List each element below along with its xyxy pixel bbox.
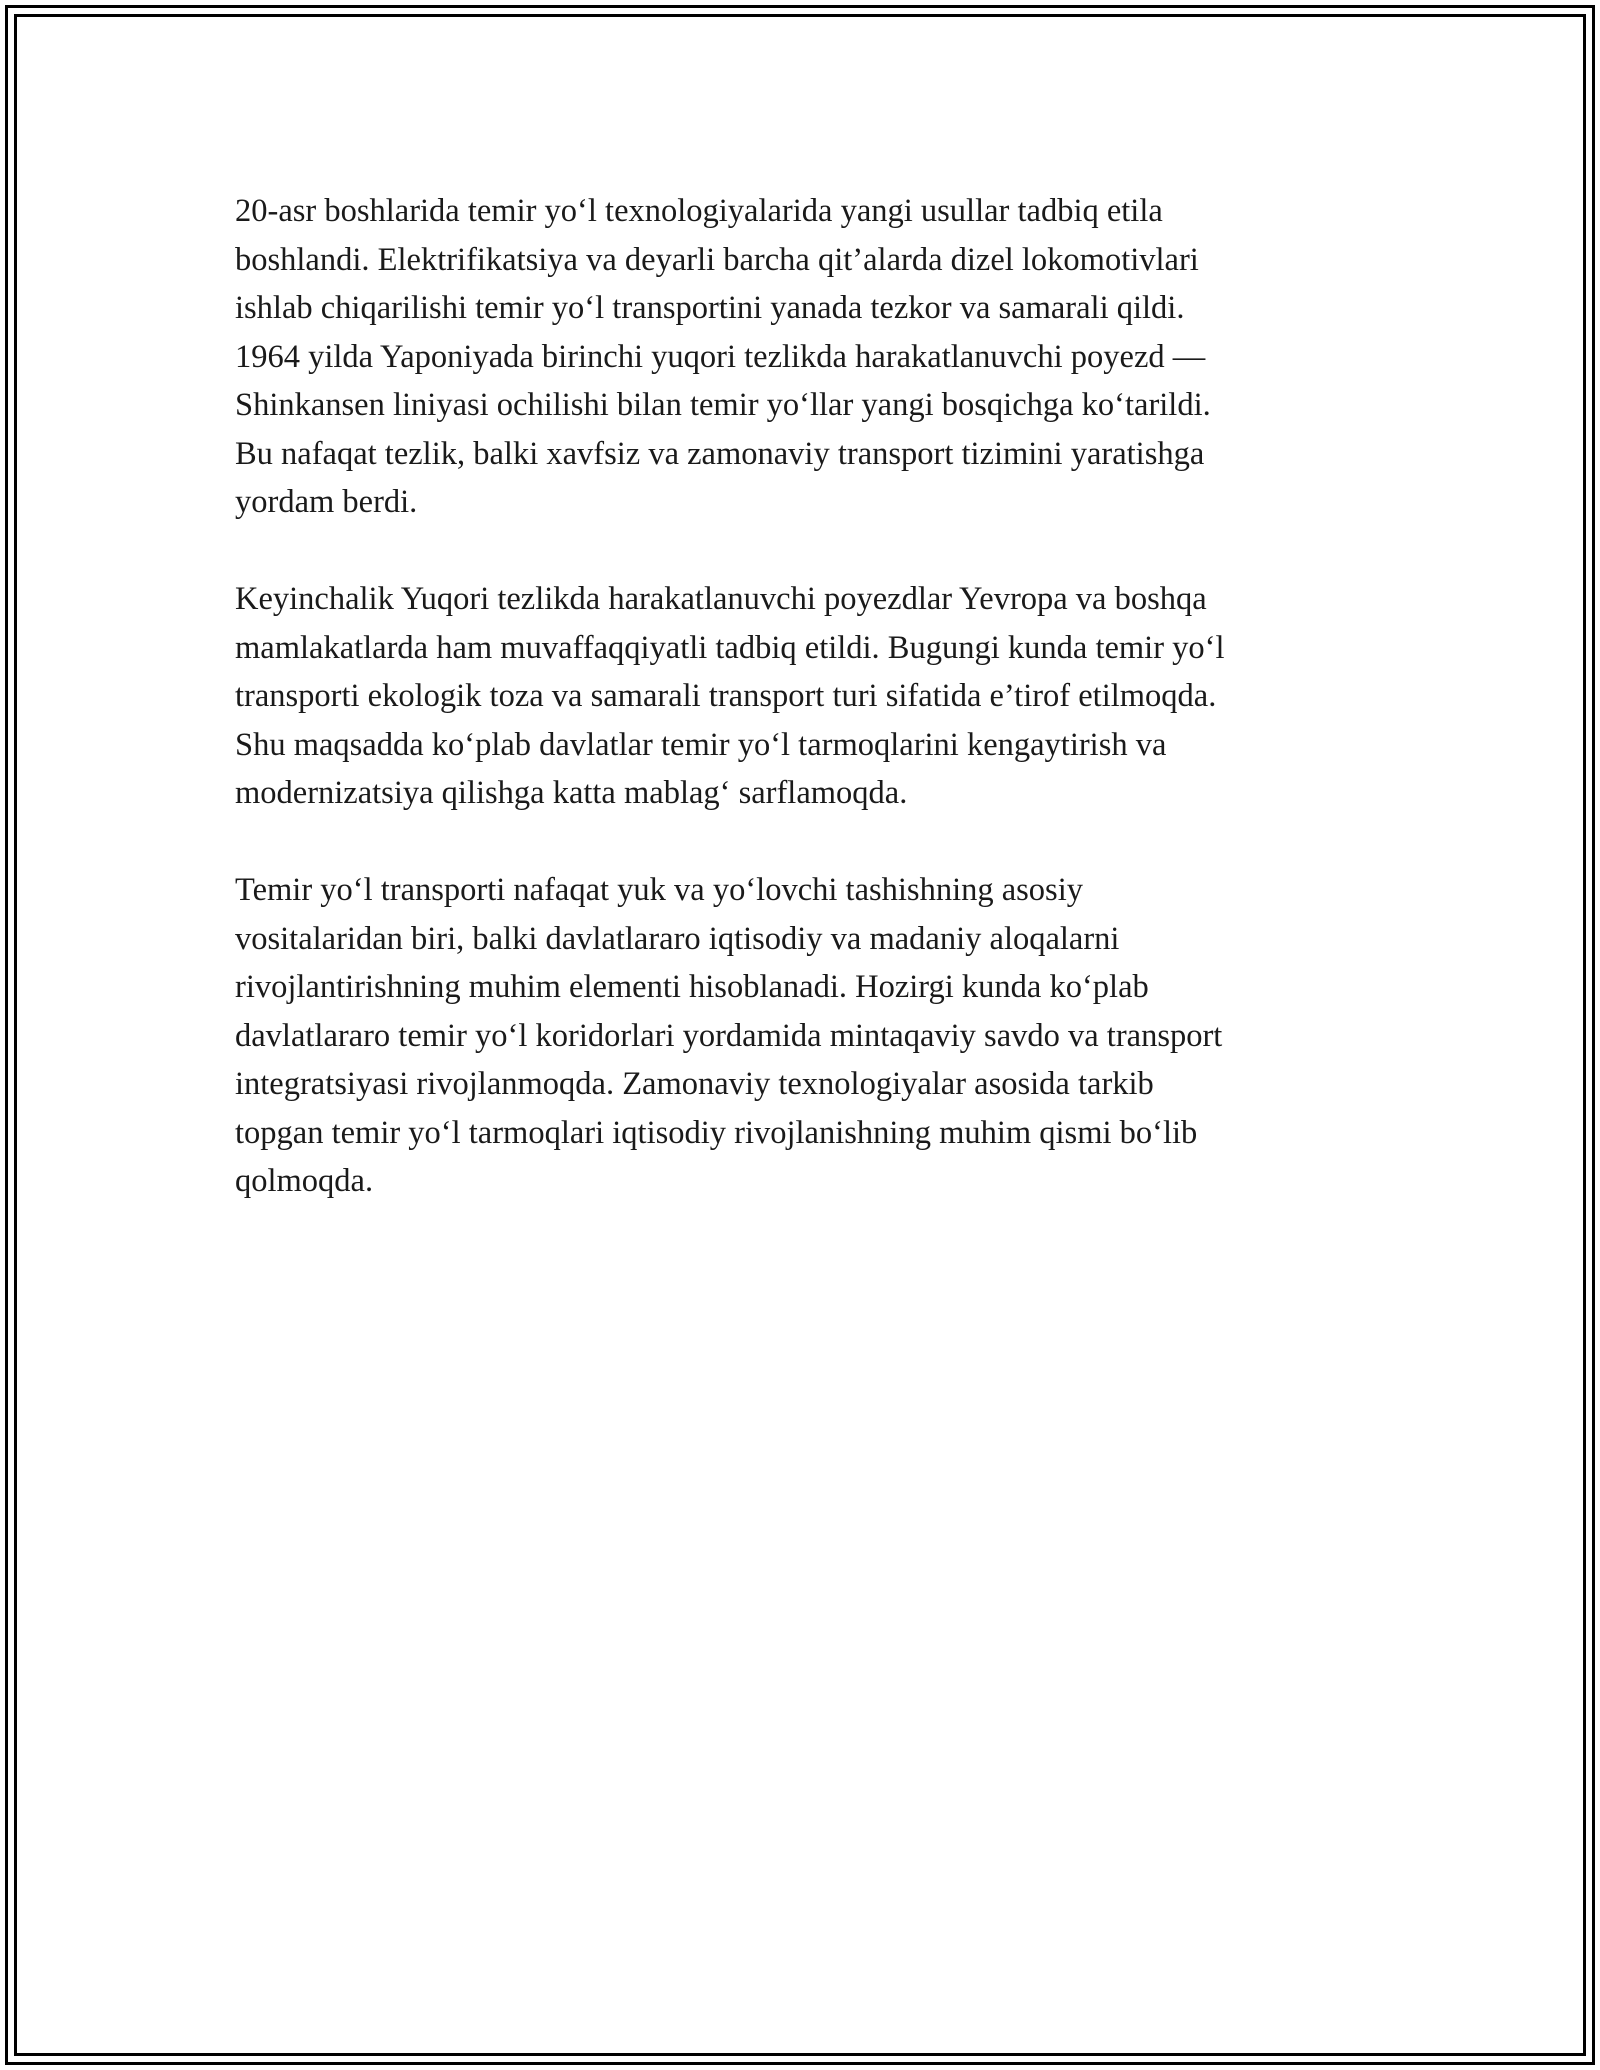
text-line: integratsiyasi rivojlanmoqda. Zamonaviy texnologiyalar asosida tarkib [235,1066,1154,1102]
paragraph-3 [235,866,1365,1206]
text-line: boshlandi. Elektrifikatsiya va deyarli barcha qit’alarda dizel lokomotivlari [235,241,1199,278]
text-line: vositalaridan biri, balki davlatlararo iqtisodiy va madaniy aloqalarni [235,920,1120,957]
text-line: Keyinchalik Yuqori tezlikda harakatlanuvchi poyezdlar Yevropa va boshqa [235,581,1207,617]
text-line: 1964 yilda Yaponiyada birinchi yuqori tezlikda harakatlanuvchi poyezd — [235,338,1206,375]
paragraph-2 [235,575,1365,818]
text-line: Temir yo‘l transporti nafaqat yuk va yo‘lovchi tashishning asosiy [235,872,1083,908]
text-line: rivojlantirishning muhim elementi hisoblanadi. Hozirgi kunda ko‘plab [235,969,1149,1005]
text-line: Shinkansen liniyasi ochilishi bilan temir yo‘llar yangi bosqichga ko‘tarildi. [235,387,1211,423]
text-line: Bu nafaqat tezlik, balki xavfsiz va zamonaviy transport tizimini yaratishga [235,435,1205,472]
text-line: 20-asr boshlarida temir yo‘l texnologiyalarida yangi usullar tadbiq etila [235,193,1163,229]
text-line: mamlakatlarda ham muvaffaqqiyatli tadbiq etildi. Bugungi kunda temir yo‘l [235,629,1225,666]
paragraph-1 [235,187,1365,527]
text-line: transporti ekologik toza va samarali transport turi sifatida e’tirof etilmoqda. [235,678,1217,714]
text-line: yordam berdi. [235,484,418,520]
text-line: ishlab chiqarilishi temir yo‘l transportini yanada tezkor va samarali qildi. [235,290,1185,326]
text-line: qolmoqda. [235,1163,374,1199]
text-line: modernizatsiya qilishga katta mablag‘ sarflamoqda. [235,775,908,811]
text-line: davlatlararo temir yo‘l koridorlari yordamida mintaqaviy savdo va transport [235,1017,1223,1054]
document-body [235,187,1365,1254]
text-line: topgan temir yo‘l tarmoqlari iqtisodiy rivojlanishning muhim qismi bo‘lib [235,1114,1198,1151]
text-line: Shu maqsadda ko‘plab davlatlar temir yo‘l tarmoqlarini kengaytirish va [235,726,1167,763]
